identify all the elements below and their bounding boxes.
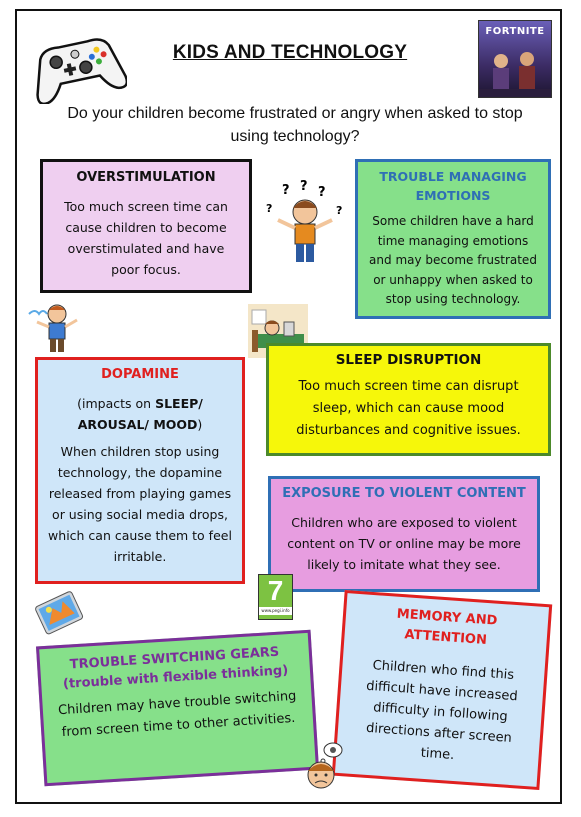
dopamine-text: When children stop using technology, the dopamine released from playing games or using social media drops, which can cause them to feel irritable. bbox=[48, 444, 232, 564]
svg-text:?: ? bbox=[336, 204, 343, 217]
dopamine-box bbox=[35, 357, 245, 584]
dopamine-impacts bbox=[46, 393, 234, 435]
impacts-bold: SLEEP/ AROUSAL/ MOOD bbox=[77, 396, 203, 432]
switching-text: Children may have trouble switching from screen time to other activities. bbox=[57, 688, 297, 741]
fortnite-logo: FORTNITE bbox=[485, 26, 545, 37]
dopamine-heading: DOPAMINE bbox=[101, 367, 179, 382]
violent-heading: EXPOSURE TO VIOLENT CONTENT bbox=[282, 486, 526, 501]
svg-text:?: ? bbox=[282, 183, 290, 198]
overstimulation-heading: OVERSTIMULATION bbox=[76, 170, 216, 185]
switching-gears-box bbox=[36, 630, 319, 787]
sleep-text: Too much screen time can disrupt sleep, which can cause mood disturbances and cognitive issues. bbox=[296, 379, 521, 438]
fortnite-poster bbox=[478, 20, 552, 98]
switching-heading: TROUBLE SWITCHING GEARS (trouble with flexible thinking) bbox=[62, 644, 289, 692]
page-title: KIDS AND TECHNOLOGY bbox=[172, 42, 408, 63]
svg-text:?: ? bbox=[300, 179, 308, 194]
emotions-box bbox=[355, 159, 551, 319]
pegi-site: www.pegi.info bbox=[259, 607, 292, 615]
overstimulation-text: Too much screen time can cause children to become overstimulated and have poor focus. bbox=[64, 199, 228, 277]
intro-question: Do your children become frustrated or angry when asked to stop using technology? bbox=[67, 105, 523, 145]
overstimulation-box bbox=[40, 159, 252, 293]
emotions-text: Some children have a hard time managing emotions and may become frustrated or unhappy when asked to stop using technology. bbox=[369, 214, 537, 306]
game-controller-icon bbox=[27, 24, 127, 104]
violent-content-box bbox=[268, 476, 540, 592]
svg-text:?: ? bbox=[266, 202, 273, 215]
sleep-heading: SLEEP DISRUPTION bbox=[335, 352, 482, 368]
violent-text: Children who are exposed to violent content on TV or online may be more likely to imitate what they see. bbox=[287, 515, 521, 572]
confused-boy-icon bbox=[262, 178, 348, 270]
pegi-7-badge bbox=[258, 574, 293, 620]
thinking-child-icon bbox=[301, 741, 347, 793]
pegi-rating: 7 bbox=[267, 575, 284, 606]
tablet-icon bbox=[32, 590, 86, 640]
emotions-heading: TROUBLE MANAGING EMOTIONS bbox=[379, 169, 527, 203]
impacts-prefix: (impacts on bbox=[77, 396, 156, 411]
sleep-box bbox=[266, 343, 551, 456]
svg-text:?: ? bbox=[318, 185, 326, 200]
angry-boy-icon bbox=[27, 300, 83, 354]
memory-attention-box bbox=[332, 590, 552, 790]
memory-text: Children who find this difficult have increased difficulty in following directions after screen time. bbox=[365, 658, 519, 763]
memory-heading: MEMORY AND ATTENTION bbox=[396, 606, 498, 648]
impacts-suffix: ) bbox=[197, 417, 203, 432]
